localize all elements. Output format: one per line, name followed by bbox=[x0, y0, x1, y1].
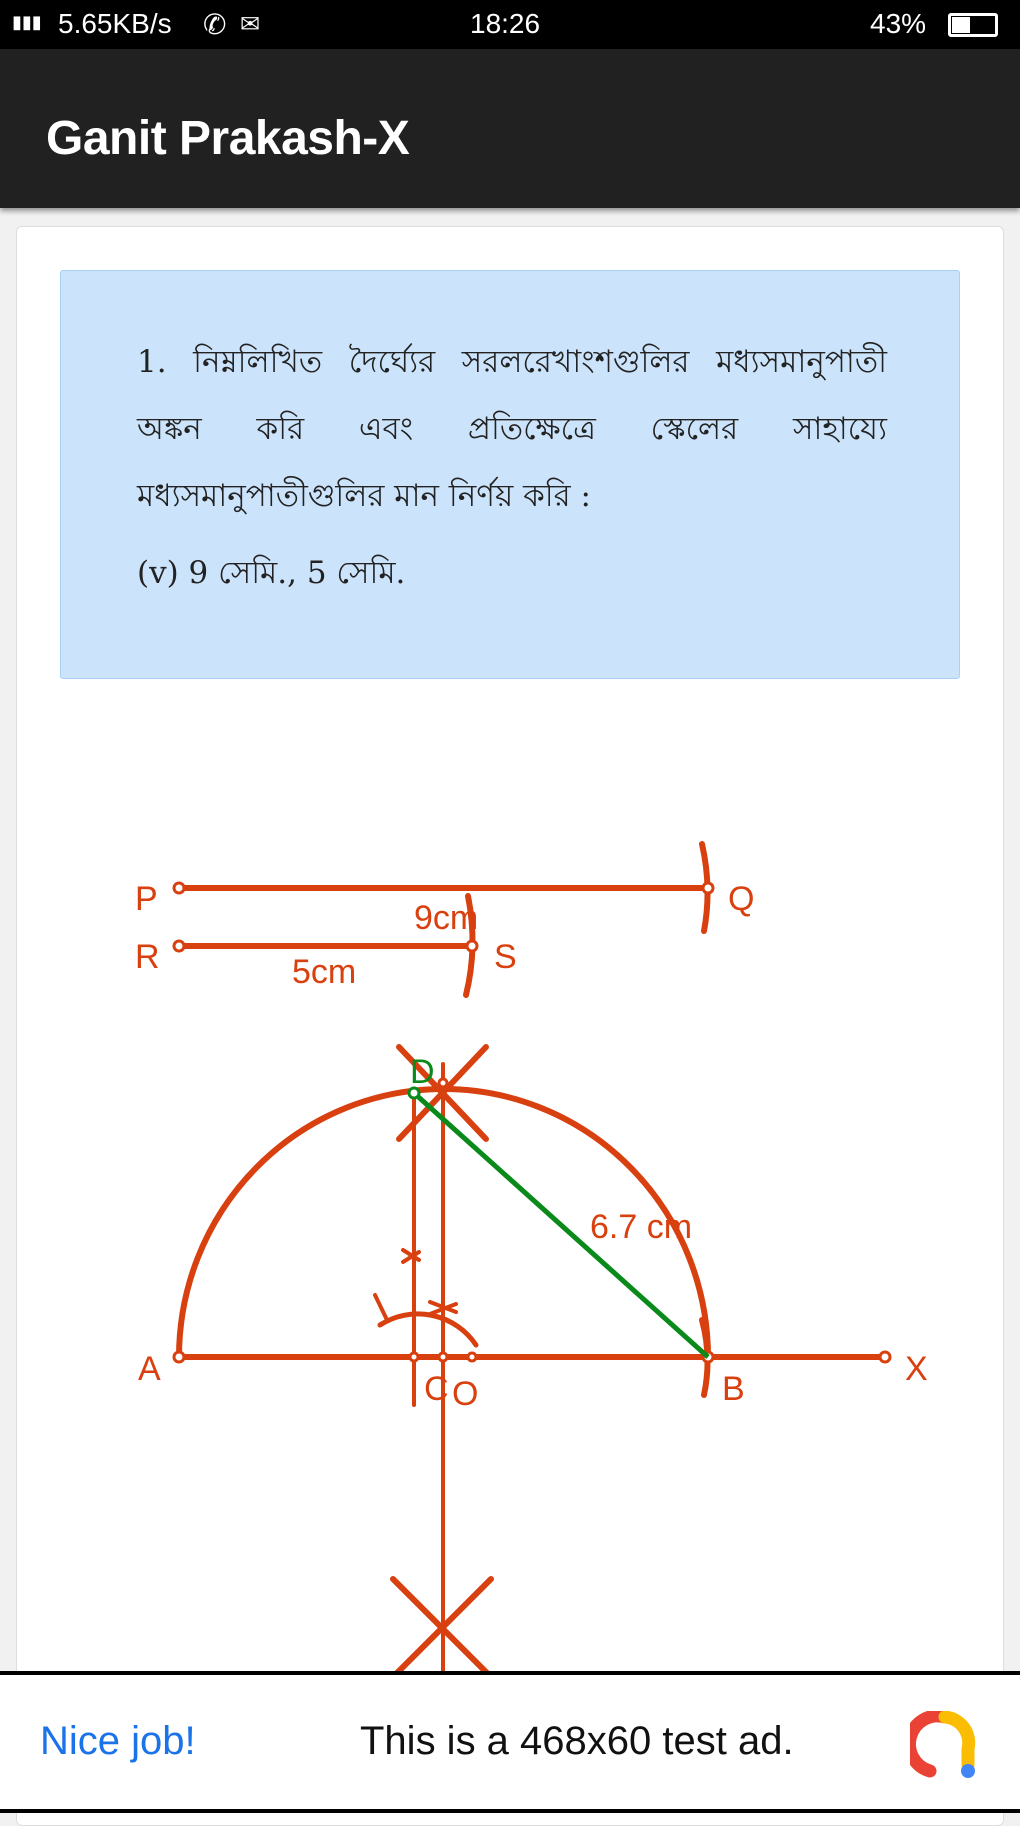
label-rs-length: 5cm bbox=[292, 953, 357, 991]
label-b: B bbox=[722, 1370, 745, 1408]
label-x: X bbox=[905, 1350, 928, 1388]
mail-icon: ✉ bbox=[240, 11, 261, 38]
label-d: D bbox=[410, 1053, 435, 1091]
label-a: A bbox=[138, 1350, 161, 1388]
question-text: 1. নিম্নলিখিত দৈর্ঘ্যের সরলরেখাংশগুলির মধ্যসমানুপাতী অঙ্কন করি এবং প্রতিক্ষেত্রে স্কেলের সাহায্যে মধ্যসমানুপাতীগুলির মান নির্ণয় করি : bbox=[137, 344, 887, 514]
signal-icon: ▮▮▮ bbox=[12, 12, 42, 32]
label-r: R bbox=[135, 938, 160, 976]
ad-body[interactable]: This is a 468x60 test ad. bbox=[360, 1719, 794, 1763]
label-p: P bbox=[135, 880, 158, 918]
label-q: Q bbox=[728, 880, 755, 918]
app-title: Ganit Prakash-X bbox=[46, 112, 410, 165]
ad-logo-icon bbox=[910, 1711, 980, 1781]
clock: 18:26 bbox=[470, 8, 541, 39]
ad-headline[interactable]: Nice job! bbox=[40, 1719, 196, 1763]
small-arc bbox=[380, 1314, 476, 1345]
label-c: C bbox=[424, 1370, 449, 1408]
label-o: O bbox=[452, 1375, 479, 1413]
label-db-length: 6.7 cm bbox=[590, 1208, 693, 1246]
label-s: S bbox=[494, 938, 517, 976]
phone-icon: ✆ bbox=[203, 9, 227, 40]
ad-banner[interactable] bbox=[0, 1671, 1020, 1813]
question-part: (v) 9 সেমি., 5 সেমি. bbox=[137, 555, 406, 591]
label-pq-length: 9cm bbox=[414, 899, 479, 937]
battery-level: 43% bbox=[870, 8, 927, 39]
network-speed: 5.65KB/s bbox=[58, 8, 172, 39]
